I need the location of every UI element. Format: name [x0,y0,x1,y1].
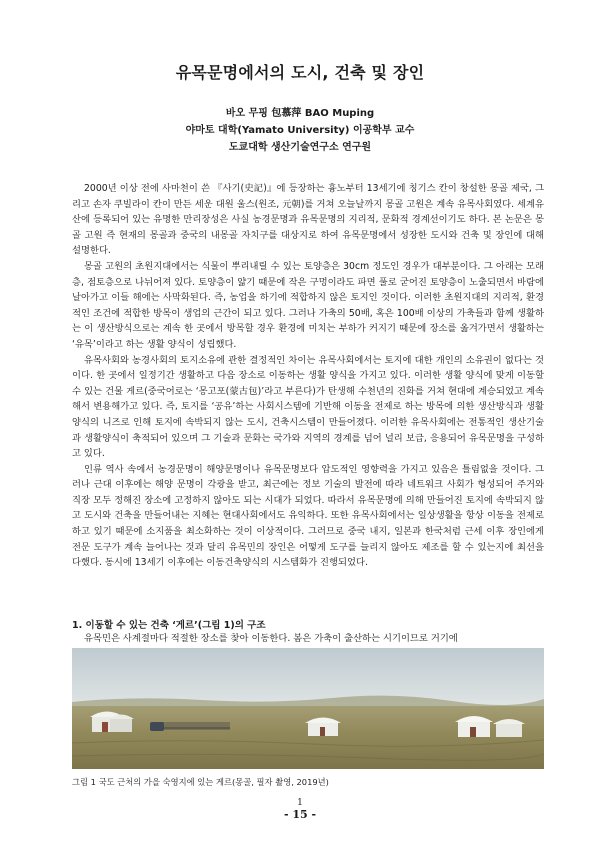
body-text [72,181,544,571]
page-number: - 15 - [283,808,317,821]
footnote-number: 1 [297,798,303,808]
paragraph-3: 유목사회와 농경사회의 토지소유에 관한 결정적인 차이는 유목사회에서는 토지에 대한 개인의 소유권이 없다는 것이다. 한 곳에서 일정기간 생활하고 다음 장소로 이동하는 생활 양식을 가지고 있다. 이러한 생활 양식에 맞게 이동할 수 있는 건물 게르(중국어로는 ‘몽고포(蒙古包)’라고 부른다)가 탄생해 수천년의 진화를 거쳐 현대에 계승되었고 계속해서 변용해가고 있다. 즉, 토지를 ‘공유’하는 사회시스템에 기반해 이동을 전제로 하는 방목에 의한 생산방식과 생활양식의 니즈로 인해 토지에 속박되지 않는 도시, 건축시스템이 만들어졌다. 이러한 유목사회에는 전통적인 생산기술과 생활양식이 축적되어 있으며 그 기술과 문화는 국가와 지역의 경계를 넘어 널리 보급, 응용되어 유목문명을 구성하고 있다. [72,354,544,460]
paper-title: 유목문명에서의 도시, 건축 및 장인 [175,63,425,82]
author-affiliation: 야마토 대학(Yamato University) 이공학부 교수 [185,125,415,136]
photo-vehicle [150,722,164,731]
paragraph-2: 몽골 고원의 초원지대에서는 식물이 뿌리내릴 수 있는 토양층은 30cm 정도인 경우가 대부분이다. 그 아래는 모래층, 점토층으로 나뉘어져 있다. 토양층이 얇기 때문에 작은 구멍이라도 파면 풀로 굳어진 토양층이 노출되면서 바람에 날아가고 이들 해에는 사막화된다. 즉, 농업을 하기에 적합하지 않은 토지인 것이다. 이러한 초원지대의 지리적, 환경적인 조건에 적합한 방목이 생업의 근간이 되고 있다. 그러나 가축의 50배, 혹은 100배 이상의 가축들과 함께 생활하는 이 생산방식으로는 계속 한 곳에서 방목할 경우 환경에 미치는 부하가 커지기 때문에 장소를 옮겨가면서 생활하는 ‘유목’이라고 하는 생활 양식이 성립했다. [72,260,544,350]
photo-ger-4 [455,716,493,737]
photo-ger-3 [305,718,341,737]
figure-caption: 그림 1 국도 근처의 가을 숙영지에 있는 게르(몽골, 필자 촬영, 2019년) [72,777,329,787]
photo-sky [72,648,544,706]
photo-ger-5 [493,719,525,737]
section-heading: 1. 이동할 수 있는 건축 ‘게르’(그림 1)의 구조 [72,620,266,631]
photo-fence [160,722,230,730]
author-name: 바오 무핑 包慕萍 BAO Muping [225,108,375,119]
photo-ger-2 [108,715,134,733]
author-affiliation-2: 도쿄대학 생산기술연구소 연구원 [228,142,372,153]
figure-photo [72,648,544,769]
section-paragraph: 유목민은 사계절마다 적절한 장소를 찾아 이동한다. 봄은 가축이 출산하는 시기이므로 거기에 [84,633,458,644]
paragraph-1: 2000년 이상 전에 사마천이 쓴 『사기(史記)』에 등장하는 흉노부터 13세기에 칭기스 칸이 창설한 몽골 제국, 그리고 손자 쿠빌라이 칸이 만든 세운 대원 울스(원조, 元朝)를 거쳐 오늘날까지 몽골 고원은 계속 유목사회였다. 세계유산에 등록되어 있는 유명한 만리장성은 사실 농경문명과 유목문명의 지리적, 문화적 경계선이기도 하다. 본 논문은 몽골 고원 즉 현재의 몽골과 중국의 내몽골 자치구를 대상지로 하여 유목문명에서 성장한 도시와 건축 및 장인에 대해 설명한다. [72,183,544,257]
paragraph-4: 인류 역사 속에서 농경문명이 해양문명이나 유목문명보다 압도적인 영향력을 가지고 있음은 틀림없을 것이다. 그러나 근대 이후에는 해양 문명이 각광을 받고, 최근에는 정보 기술의 발전에 따라 네트워크 사회가 형성되어 주거와 직장 모두 정해진 장소에 고정하지 않아도 되는 시대가 되었다. 따라서 유목문명에 의해 만들어진 토지에 속박되지 않고 도시와 건축을 만들어내는 지혜는 현대사회에서도 유익하다. 또한 유목사회에서는 일상생활을 항상 이동을 전제로 하고 있기 때문에 소지품을 최소화하는 것이 이상적이다. 그러므로 중국 내지, 일본과 한국처럼 근세 이후 장인에게 전문 도구가 계속 늘어나는 것과 달리 유목민의 장인은 어떻게 도구를 늘리지 않아도 제조를 할 수 있는지에 최선을 다했다. 동시에 13세기 이후에는 이동건축양식의 시스템화가 진행되었다. [72,463,544,569]
photo-grassland [72,706,544,769]
